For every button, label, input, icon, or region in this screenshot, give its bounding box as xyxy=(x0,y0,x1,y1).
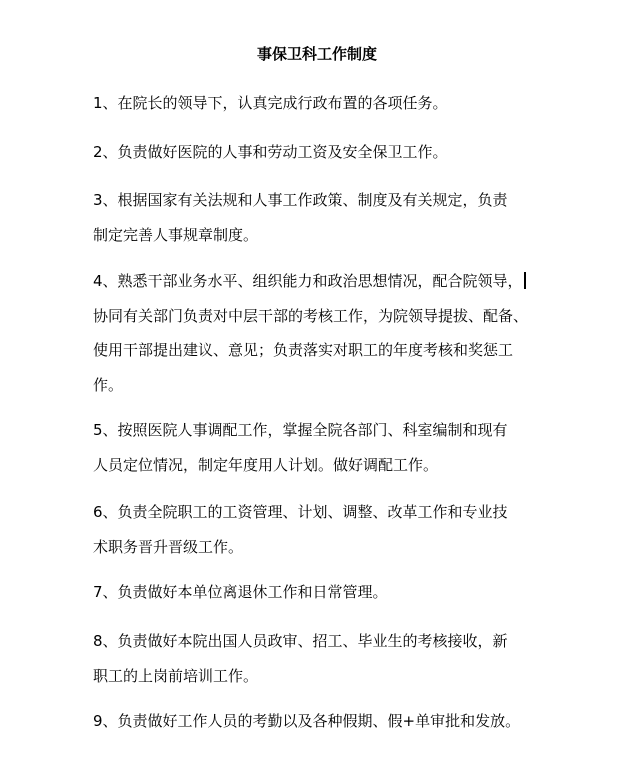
list-item xyxy=(93,712,520,730)
list-item xyxy=(93,503,508,556)
paragraph-line: 6、负责全院职工的工资管理、计划、调整、改革工作和专业技 xyxy=(93,503,508,521)
paragraph-line: 作。 xyxy=(93,375,124,394)
list-item xyxy=(93,143,448,161)
list-item xyxy=(93,583,388,601)
paragraph-line: 人员定位情况，制定年度用人计划。做好调配工作。 xyxy=(93,455,439,474)
paragraph-line: 3、根据国家有关法规和人事工作政策、制度及有关规定，负责 xyxy=(93,191,508,209)
paragraph-line: 4、熟悉干部业务水平、组织能力和政治思想情况，配合院领导， xyxy=(93,272,523,290)
paragraph-line: 9、负责做好工作人员的考勤以及各种假期、假+单审批和发放。 xyxy=(93,712,521,730)
paragraph-line: 制定完善人事规章制度。 xyxy=(93,225,259,244)
paragraph-line: 协同有关部门负责对中层干部的考核工作，为院领导提拔、配备、 xyxy=(93,306,529,325)
document-title: 事保卫科工作制度 xyxy=(256,45,377,63)
paragraph-line: 2、负责做好医院的人事和劳动工资及安全保卫工作。 xyxy=(93,143,448,161)
paragraph-line: 术职务晋升晋级工作。 xyxy=(93,537,244,556)
list-item xyxy=(93,191,508,244)
text-cursor xyxy=(524,272,526,289)
paragraph-line: 职工的上岗前培训工作。 xyxy=(93,666,259,685)
paragraph-line-with-cursor xyxy=(93,272,528,290)
list-item xyxy=(93,632,508,685)
paragraph-line: 7、负责做好本单位离退休工作和日常管理。 xyxy=(93,583,388,601)
list-item xyxy=(93,272,528,394)
paragraph-line: 8、负责做好本院出国人员政审、招工、毕业生的考核接收，新 xyxy=(93,632,508,650)
paragraph-line: 5、按照医院人事调配工作，掌握全院各部门、科室编制和现有 xyxy=(93,421,508,439)
paragraph-line: 1、在院长的领导下，认真完成行政布置的各项任务。 xyxy=(93,94,448,112)
list-item xyxy=(93,421,508,474)
list-item xyxy=(93,94,448,112)
paragraph-line: 使用干部提出建议、意见；负责落实对职工的年度考核和奖惩工 xyxy=(93,341,514,359)
